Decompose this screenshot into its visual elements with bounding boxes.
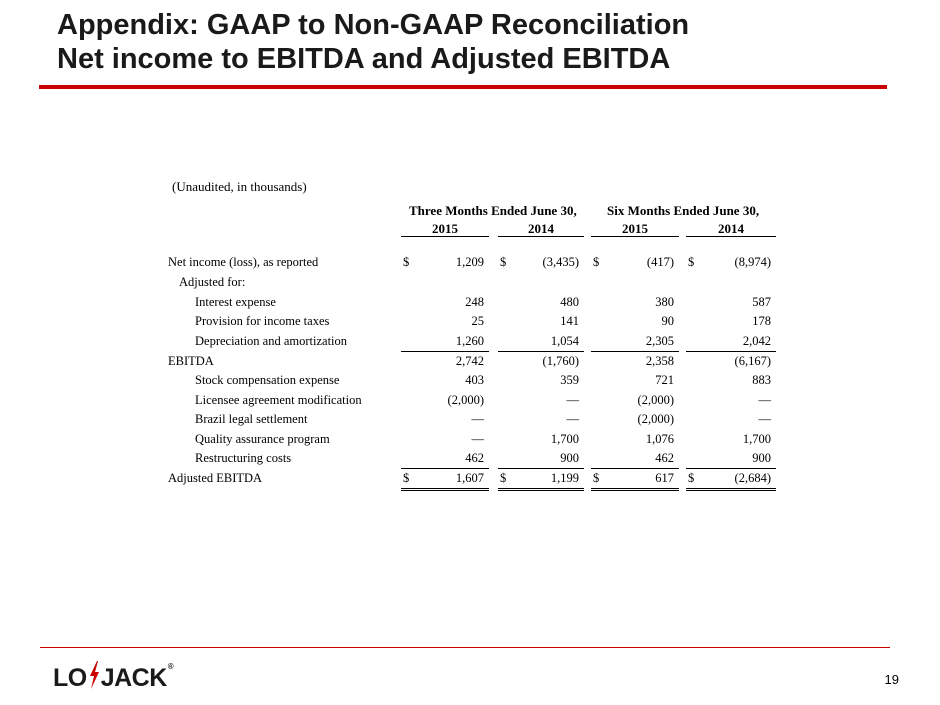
cell-value: — — [758, 393, 771, 407]
table-cell — [686, 410, 776, 429]
currency-symbol: $ — [500, 471, 507, 485]
cell-value: 359 — [560, 373, 579, 387]
title-divider — [39, 85, 887, 89]
cell-value: 25 — [471, 314, 484, 328]
cell-value: (2,000) — [637, 412, 674, 426]
table-cell — [498, 449, 584, 469]
table-cell — [401, 312, 489, 331]
table-cell — [591, 371, 679, 390]
table-cell — [686, 352, 776, 371]
cell-value: 403 — [465, 373, 484, 387]
cell-value: 721 — [655, 373, 674, 387]
table-cell — [401, 469, 489, 491]
cell-value: (417) — [646, 255, 674, 269]
currency-symbol: $ — [593, 255, 600, 269]
table-row — [168, 391, 788, 410]
table-cell — [591, 391, 679, 410]
group-header-three-months: Three Months Ended June 30, — [409, 203, 577, 218]
cell-value: 141 — [560, 314, 579, 328]
row-label: Adjusted for: — [179, 275, 246, 289]
cell-value: 1,700 — [550, 432, 579, 446]
table-cell — [401, 293, 489, 312]
table-cell — [686, 293, 776, 312]
table-cell — [498, 293, 584, 312]
table-cell — [498, 469, 584, 491]
cell-value: 1,700 — [742, 432, 771, 446]
row-label: EBITDA — [168, 354, 214, 368]
table-cell — [401, 391, 489, 410]
table-cell — [498, 410, 584, 429]
table-cell — [498, 253, 584, 272]
cell-value: 883 — [752, 373, 771, 387]
cell-value: 90 — [661, 314, 674, 328]
cell-value: 2,358 — [645, 354, 674, 368]
cell-value: — — [758, 412, 771, 426]
cell-value: 617 — [655, 471, 674, 485]
row-label: Depreciation and amortization — [195, 334, 348, 348]
row-label: Provision for income taxes — [195, 314, 330, 328]
table-cell — [401, 449, 489, 469]
table-row — [168, 410, 788, 429]
group-header-six-months: Six Months Ended June 30, — [607, 203, 760, 218]
table-cell — [591, 293, 679, 312]
table-cell — [591, 332, 679, 352]
cell-value: 1,260 — [455, 334, 484, 348]
row-label: Licensee agreement modification — [195, 393, 362, 407]
cell-value: (6,167) — [734, 354, 771, 368]
currency-symbol: $ — [500, 255, 507, 269]
table-cell — [401, 253, 489, 272]
table-cell — [686, 391, 776, 410]
row-label: Interest expense — [195, 295, 276, 309]
cell-value: 1,054 — [550, 334, 579, 348]
table-cell — [498, 391, 584, 410]
cell-value: (8,974) — [734, 255, 771, 269]
currency-symbol: $ — [593, 471, 600, 485]
year-header: 2014 — [498, 221, 584, 237]
page-number: 19 — [884, 672, 899, 687]
cell-value: 900 — [752, 451, 771, 465]
year-header: 2014 — [686, 221, 776, 237]
cell-value: 900 — [560, 451, 579, 465]
table-cell — [591, 449, 679, 469]
table-cell — [401, 371, 489, 390]
cell-value: 2,742 — [455, 354, 484, 368]
row-label: Net income (loss), as reported — [168, 255, 319, 269]
table-cell — [686, 312, 776, 331]
table-row — [168, 469, 788, 488]
table-cell — [498, 332, 584, 352]
page-title — [57, 8, 689, 76]
currency-symbol: $ — [403, 255, 410, 269]
table-row — [168, 253, 788, 272]
table-cell — [686, 371, 776, 390]
table-row — [168, 332, 788, 351]
year-header: 2015 — [591, 221, 679, 237]
table-cell — [401, 352, 489, 371]
table-cell — [591, 430, 679, 449]
table-cell — [591, 312, 679, 331]
cell-value: 587 — [752, 295, 771, 309]
footer-divider — [40, 647, 890, 648]
table-cell — [686, 449, 776, 469]
cell-value: 248 — [465, 295, 484, 309]
cell-value: — — [471, 432, 484, 446]
cell-value: 1,607 — [455, 471, 484, 485]
cell-value: — — [471, 412, 484, 426]
table-cell — [686, 332, 776, 352]
table-note: (Unaudited, in thousands) — [172, 179, 307, 194]
table-row — [168, 449, 788, 468]
lojack-logo — [53, 661, 173, 695]
table-cell — [401, 410, 489, 429]
cell-value: 2,042 — [742, 334, 771, 348]
table-cell — [591, 410, 679, 429]
table-row — [168, 293, 788, 312]
table-cell — [498, 430, 584, 449]
registered-mark: ® — [167, 662, 174, 671]
currency-symbol: $ — [688, 255, 695, 269]
table-cell — [686, 469, 776, 491]
table-cell — [686, 430, 776, 449]
row-label: Restructuring costs — [195, 451, 292, 465]
cell-value: (1,760) — [542, 354, 579, 368]
cell-value: 2,305 — [645, 334, 674, 348]
year-header: 2015 — [401, 221, 489, 237]
table-cell — [591, 469, 679, 491]
row-label: Adjusted EBITDA — [168, 471, 263, 485]
cell-value: 480 — [560, 295, 579, 309]
table-cell — [591, 253, 679, 272]
currency-symbol: $ — [403, 471, 410, 485]
table-cell — [498, 312, 584, 331]
cell-value: (2,000) — [637, 393, 674, 407]
row-label: Stock compensation expense — [195, 373, 340, 387]
cell-value: (2,000) — [447, 393, 484, 407]
table-cell — [591, 352, 679, 371]
table-cell — [401, 332, 489, 352]
currency-symbol: $ — [688, 471, 695, 485]
table-cell — [498, 352, 584, 371]
table-row — [168, 352, 788, 371]
logo-text-left: LO — [53, 664, 87, 693]
lightning-bolt-icon — [88, 661, 100, 698]
row-label: Quality assurance program — [195, 432, 330, 446]
cell-value: — — [566, 412, 579, 426]
cell-value: 1,199 — [550, 471, 579, 485]
cell-value: 380 — [655, 295, 674, 309]
cell-value: 462 — [465, 451, 484, 465]
table-row — [168, 273, 788, 292]
logo-text-right: JACK — [100, 664, 167, 693]
cell-value: (3,435) — [542, 255, 579, 269]
table-row — [168, 371, 788, 390]
cell-value: 178 — [752, 314, 771, 328]
cell-value: — — [566, 393, 579, 407]
table-cell — [498, 371, 584, 390]
cell-value: (2,684) — [734, 471, 771, 485]
cell-value: 1,076 — [645, 432, 674, 446]
cell-value: 1,209 — [455, 255, 484, 269]
table-cell — [401, 430, 489, 449]
page-title-line-2: Net income to EBITDA and Adjusted EBITDA — [57, 43, 671, 75]
cell-value: 462 — [655, 451, 674, 465]
row-label: Brazil legal settlement — [195, 412, 308, 426]
table-row — [168, 312, 788, 331]
table-cell — [686, 253, 776, 272]
page-title-line-1: Appendix: GAAP to Non-GAAP Reconciliation — [57, 9, 690, 41]
table-row — [168, 430, 788, 449]
